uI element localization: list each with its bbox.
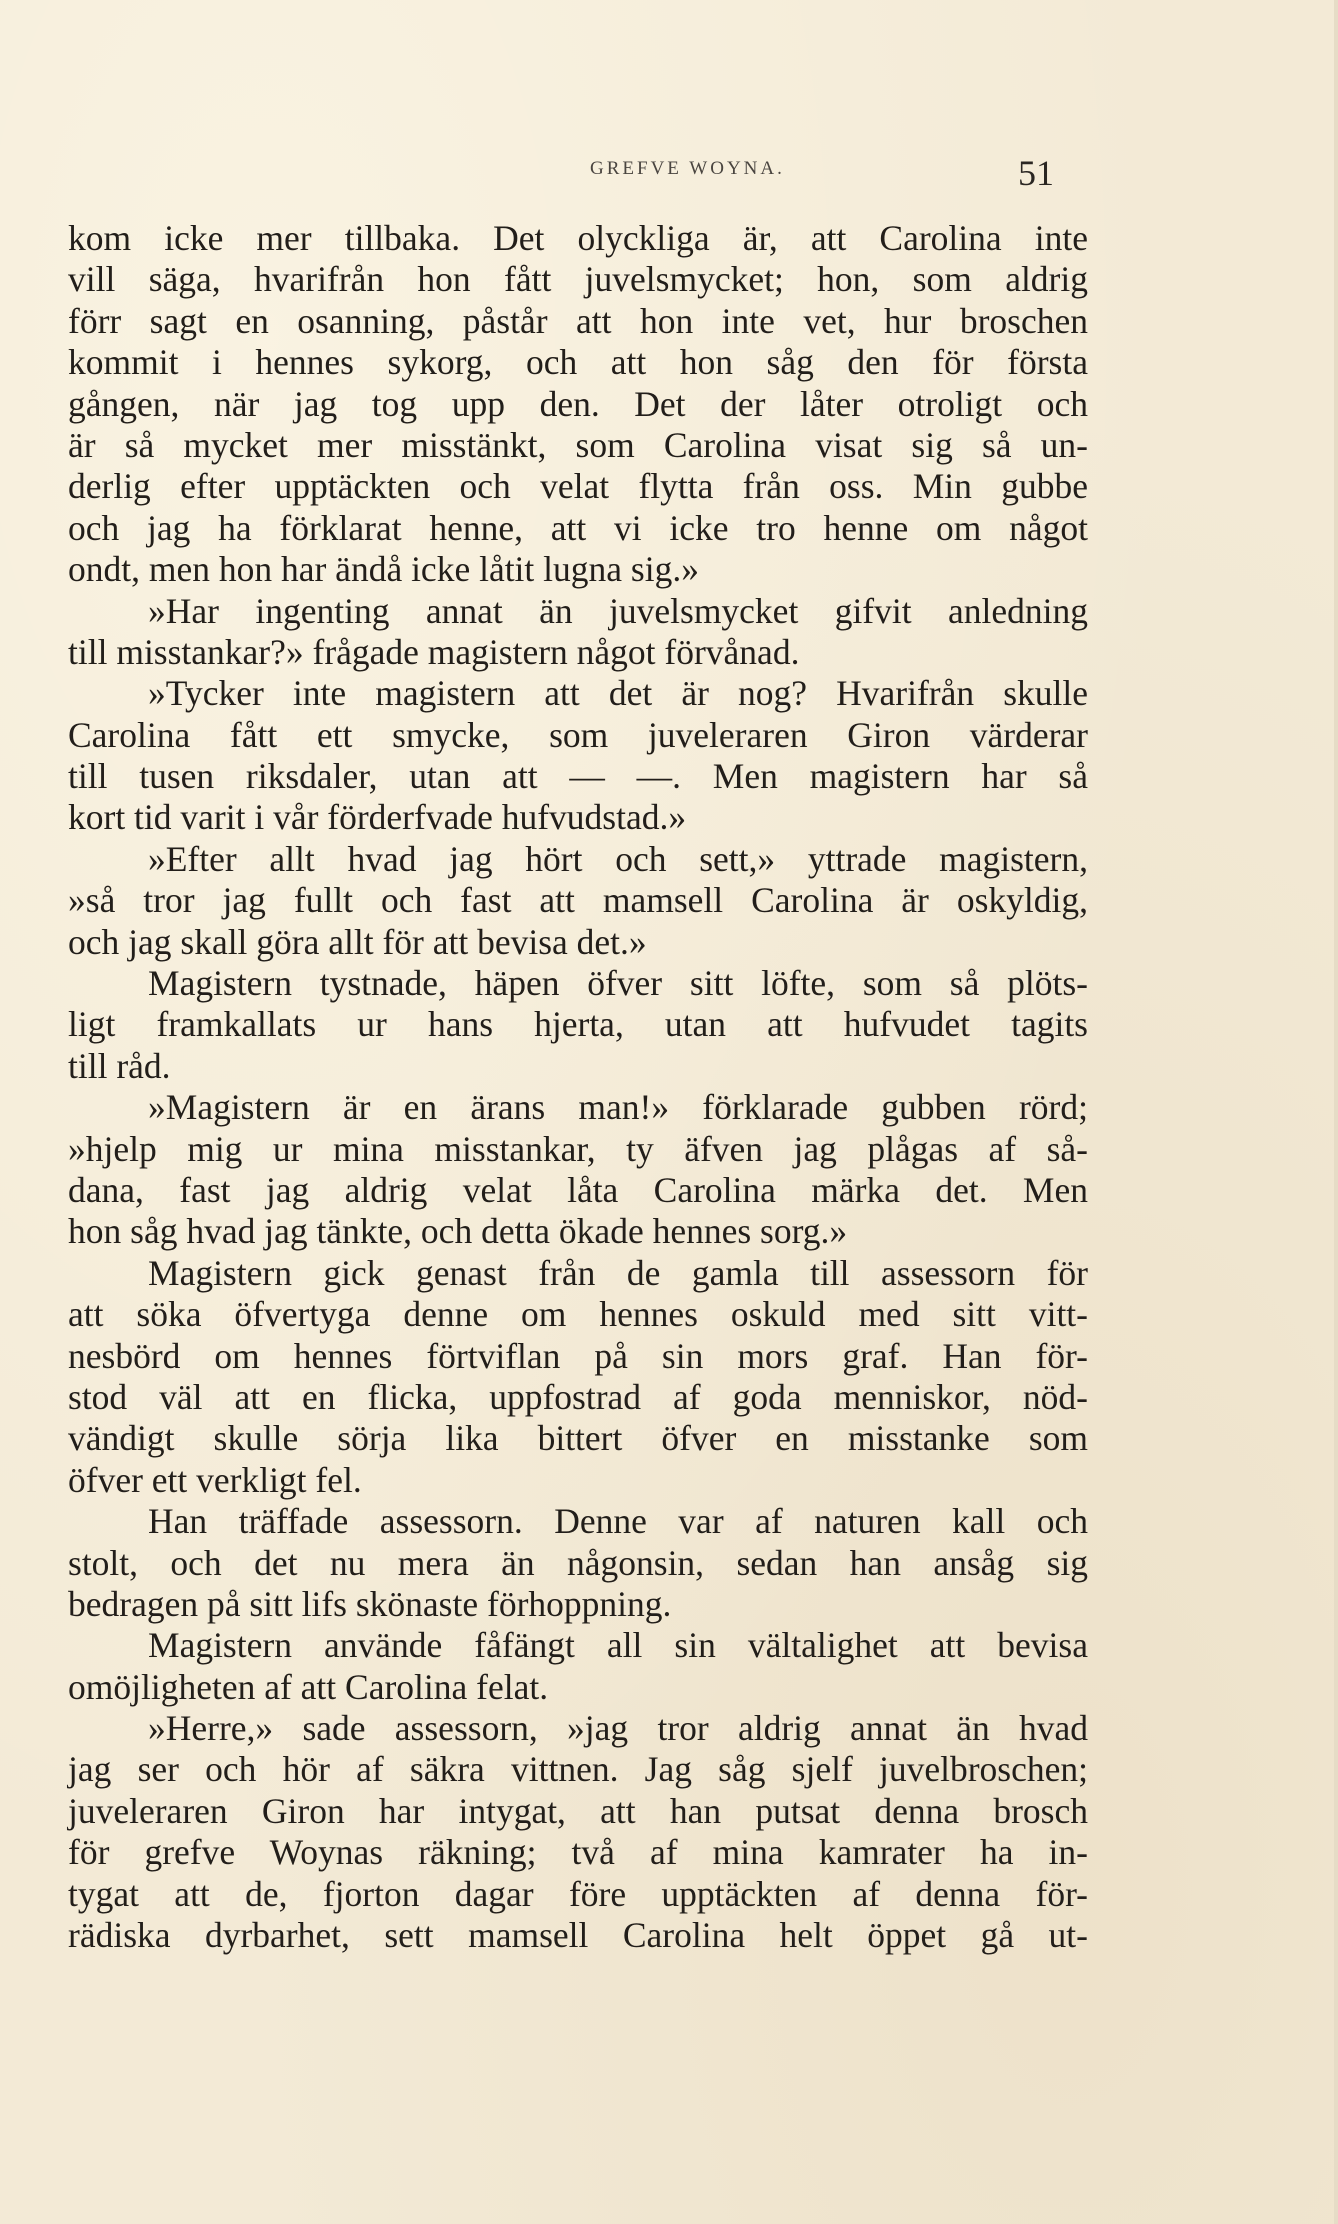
- page-edge: [1334, 0, 1338, 2224]
- text-line: kommit i hennes sykorg, och att hon såg den för första: [68, 342, 1088, 383]
- text-line: för grefve Woynas räkning; två af mina kamrater ha in-: [68, 1832, 1088, 1873]
- text-line: »Har ingenting annat än juvelsmycket gifvit anledning: [148, 590, 1088, 631]
- text-line: tygat att de, fjorton dagar före upptäckten af denna för-: [68, 1873, 1088, 1914]
- text-line: Carolina fått ett smycke, som juveleraren Giron värderar: [68, 714, 1088, 755]
- text-line: »så tror jag fullt och fast att mamsell Carolina är oskyldig,: [68, 880, 1088, 921]
- text-line: Magistern gick genast från de gamla till assessorn för: [148, 1252, 1088, 1293]
- text-line: kort tid varit i vår förderfvade hufvudstad.»: [68, 797, 687, 838]
- text-line: att söka öfvertyga denne om hennes oskuld med sitt vitt-: [68, 1294, 1088, 1335]
- text-line: till tusen riksdaler, utan att — —. Men magistern har så: [68, 756, 1088, 797]
- text-line: jag ser och hör af säkra vittnen. Jag såg sjelf juvelbroschen;: [68, 1749, 1088, 1790]
- text-line: ligt framkallats ur hans hjerta, utan att hufvudet tagits: [68, 1004, 1088, 1045]
- text-line: rädiska dyrbarhet, sett mamsell Carolina helt öppet gå ut-: [68, 1915, 1088, 1956]
- text-line: och jag skall göra allt för att bevisa det.»: [68, 921, 647, 962]
- text-line: bedragen på sitt lifs skönaste förhoppning.: [68, 1583, 672, 1624]
- text-line: hon såg hvad jag tänkte, och detta ökade hennes sorg.»: [68, 1211, 848, 1252]
- text-line: gången, när jag tog upp den. Det der låter otroligt och: [68, 383, 1088, 424]
- text-line: kom icke mer tillbaka. Det olyckliga är, att Carolina inte: [68, 218, 1088, 258]
- text-line: Han träffade assessorn. Denne var af naturen kall och: [148, 1501, 1088, 1542]
- text-line: »Herre,» sade assessorn, »jag tror aldrig annat än hvad: [148, 1708, 1088, 1749]
- running-head: GREFVE WOYNA.: [590, 158, 785, 179]
- text-line: »Efter allt hvad jag hört och sett,» yttrade magistern,: [148, 838, 1088, 879]
- text-line: och jag ha förklarat henne, att vi icke tro henne om något: [68, 507, 1088, 548]
- text-line: till misstankar?» frågade magistern något förvånad.: [68, 631, 800, 672]
- text-line: juveleraren Giron har intygat, att han putsat denna brosch: [68, 1790, 1088, 1831]
- text-line: Magistern tystnade, häpen öfver sitt löfte, som så plöts-: [148, 963, 1088, 1004]
- text-line: »Tycker inte magistern att det är nog? Hvarifrån skulle: [148, 673, 1088, 714]
- page-number: 51: [1018, 153, 1054, 193]
- text-line: öfver ett verkligt fel.: [68, 1459, 362, 1500]
- text-line: ondt, men hon har ändå icke låtit lugna sig.»: [68, 549, 699, 590]
- text-line: dana, fast jag aldrig velat låta Carolina märka det. Men: [68, 1169, 1088, 1210]
- text-line: derlig efter upptäckten och velat flytta från oss. Min gubbe: [68, 466, 1088, 507]
- text-line: »hjelp mig ur mina misstankar, ty äfven jag plågas af så-: [68, 1128, 1088, 1169]
- text-line: Magistern använde fåfängt all sin vältalighet att bevisa: [148, 1625, 1088, 1666]
- text-line: är så mycket mer misstänkt, som Carolina visat sig så un-: [68, 424, 1088, 465]
- text-line: stolt, och det nu mera än någonsin, sedan han ansåg sig: [68, 1542, 1088, 1583]
- text-line: omöjligheten af att Carolina felat.: [68, 1666, 549, 1707]
- body-text: [68, 218, 1088, 1956]
- text-line: vill säga, hvarifrån hon fått juvelsmycket; hon, som aldrig: [68, 259, 1088, 300]
- text-line: stod väl att en flicka, uppfostrad af goda menniskor, nöd-: [68, 1376, 1088, 1417]
- text-line: till råd.: [68, 1045, 171, 1086]
- text-line: vändigt skulle sörja lika bittert öfver en misstanke som: [68, 1418, 1088, 1459]
- text-line: nesbörd om hennes förtviflan på sin mors graf. Han för-: [68, 1335, 1088, 1376]
- text-line: »Magistern är en ärans man!» förklarade gubben rörd;: [148, 1087, 1088, 1128]
- text-line: förr sagt en osanning, påstår att hon inte vet, hur broschen: [68, 300, 1088, 341]
